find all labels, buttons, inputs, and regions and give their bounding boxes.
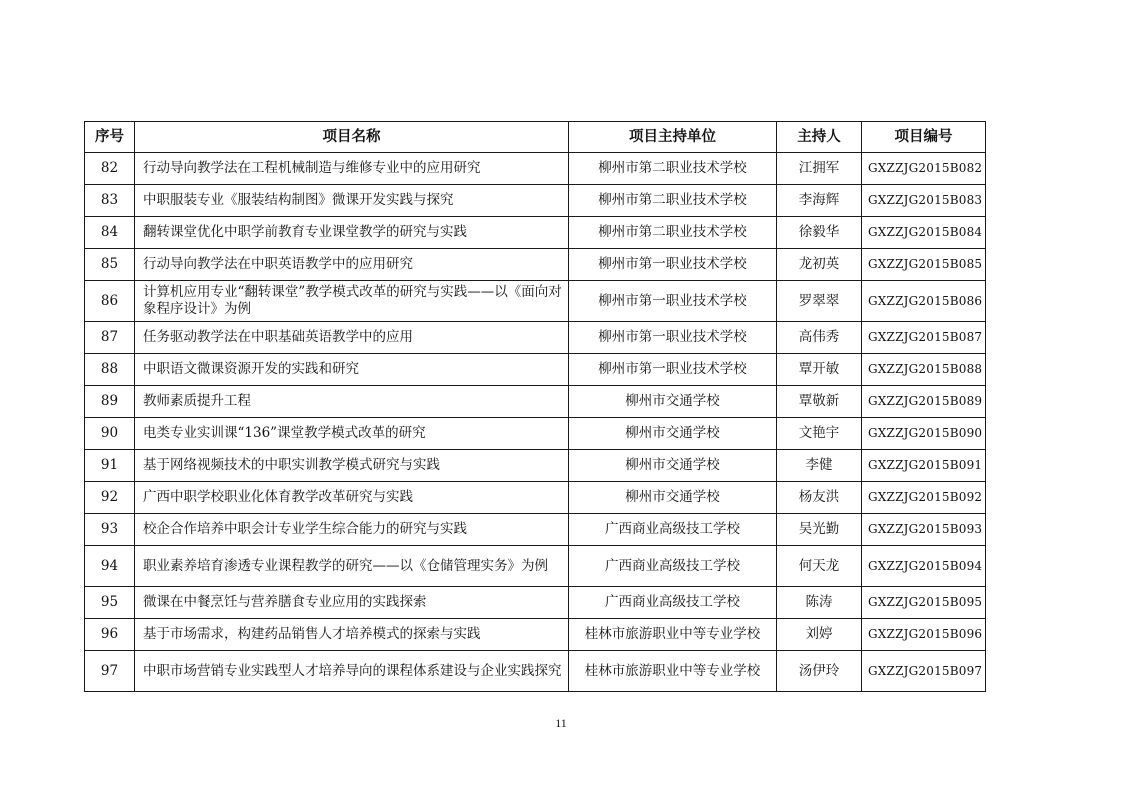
cell-num: 88: [85, 354, 135, 386]
cell-unit: 广西商业高级技工学校: [569, 546, 777, 587]
cell-num: 83: [85, 185, 135, 217]
header-unit: 项目主持单位: [569, 122, 777, 153]
cell-code: GXZZJG2015B088: [862, 354, 986, 386]
cell-name: 中职服装专业《服装结构制图》微课开发实践与探究: [135, 185, 569, 217]
cell-unit: 柳州市交通学校: [569, 418, 777, 450]
cell-code: GXZZJG2015B094: [862, 546, 986, 587]
cell-unit: 柳州市第一职业技术学校: [569, 322, 777, 354]
cell-num: 95: [85, 587, 135, 619]
cell-num: 82: [85, 153, 135, 185]
cell-name: 电类专业实训课“136”课堂教学模式改革的研究: [135, 418, 569, 450]
cell-name: 行动导向教学法在中职英语教学中的应用研究: [135, 249, 569, 281]
table-row: [85, 482, 986, 514]
table-row: [85, 281, 986, 322]
cell-host: 何天龙: [777, 546, 862, 587]
cell-host: 刘婷: [777, 619, 862, 651]
cell-code: GXZZJG2015B096: [862, 619, 986, 651]
cell-unit: 广西商业高级技工学校: [569, 587, 777, 619]
cell-name: 职业素养培育渗透专业课程教学的研究——以《仓储管理实务》为例: [135, 546, 569, 587]
cell-num: 85: [85, 249, 135, 281]
cell-host: 高伟秀: [777, 322, 862, 354]
cell-name: 中职市场营销专业实践型人才培养导向的课程体系建设与企业实践探究: [135, 651, 569, 692]
cell-name: 任务驱动教学法在中职基础英语教学中的应用: [135, 322, 569, 354]
header-name: 项目名称: [135, 122, 569, 153]
cell-host: 吴光勤: [777, 514, 862, 546]
cell-unit: 柳州市第一职业技术学校: [569, 281, 777, 322]
header-code: 项目编号: [862, 122, 986, 153]
cell-host: 徐毅华: [777, 217, 862, 249]
cell-unit: 柳州市交通学校: [569, 450, 777, 482]
cell-num: 89: [85, 386, 135, 418]
cell-name: 校企合作培养中职会计专业学生综合能力的研究与实践: [135, 514, 569, 546]
cell-name: 微课在中餐烹饪与营养膳食专业应用的实践探索: [135, 587, 569, 619]
cell-unit: 柳州市第二职业技术学校: [569, 153, 777, 185]
header-row: [85, 122, 986, 153]
cell-num: 90: [85, 418, 135, 450]
cell-num: 92: [85, 482, 135, 514]
cell-code: GXZZJG2015B084: [862, 217, 986, 249]
cell-code: GXZZJG2015B090: [862, 418, 986, 450]
cell-num: 96: [85, 619, 135, 651]
cell-unit: 柳州市交通学校: [569, 386, 777, 418]
header-num: 序号: [85, 122, 135, 153]
cell-unit: 柳州市第一职业技术学校: [569, 354, 777, 386]
cell-unit: 桂林市旅游职业中等专业学校: [569, 651, 777, 692]
cell-code: GXZZJG2015B095: [862, 587, 986, 619]
page-number: 11: [555, 716, 567, 730]
cell-name: 行动导向教学法在工程机械制造与维修专业中的应用研究: [135, 153, 569, 185]
cell-code: GXZZJG2015B093: [862, 514, 986, 546]
table-row: [85, 185, 986, 217]
table-row: [85, 418, 986, 450]
cell-host: 汤伊玲: [777, 651, 862, 692]
cell-host: 覃开敏: [777, 354, 862, 386]
cell-num: 94: [85, 546, 135, 587]
table-row: [85, 619, 986, 651]
cell-host: 陈涛: [777, 587, 862, 619]
cell-host: 杨友洪: [777, 482, 862, 514]
cell-code: GXZZJG2015B092: [862, 482, 986, 514]
table-row: [85, 249, 986, 281]
table-body: [85, 153, 986, 692]
cell-unit: 柳州市第二职业技术学校: [569, 217, 777, 249]
cell-code: GXZZJG2015B083: [862, 185, 986, 217]
cell-num: 87: [85, 322, 135, 354]
cell-unit: 广西商业高级技工学校: [569, 514, 777, 546]
cell-code: GXZZJG2015B097: [862, 651, 986, 692]
cell-host: 覃敬新: [777, 386, 862, 418]
cell-name: 中职语文微课资源开发的实践和研究: [135, 354, 569, 386]
cell-num: 84: [85, 217, 135, 249]
header-host: 主持人: [777, 122, 862, 153]
table-row: [85, 587, 986, 619]
cell-name: 广西中职学校职业化体育教学改革研究与实践: [135, 482, 569, 514]
table-row: [85, 651, 986, 692]
cell-unit: 柳州市第二职业技术学校: [569, 185, 777, 217]
cell-code: GXZZJG2015B086: [862, 281, 986, 322]
cell-num: 86: [85, 281, 135, 322]
cell-name: 基于市场需求，构建药品销售人才培养模式的探索与实践: [135, 619, 569, 651]
cell-name: 教师素质提升工程: [135, 386, 569, 418]
cell-host: 江拥军: [777, 153, 862, 185]
table-row: [85, 217, 986, 249]
cell-code: GXZZJG2015B085: [862, 249, 986, 281]
cell-code: GXZZJG2015B082: [862, 153, 986, 185]
table-header: [85, 122, 986, 153]
table-row: [85, 386, 986, 418]
cell-code: GXZZJG2015B091: [862, 450, 986, 482]
project-list-table: [84, 121, 986, 692]
cell-num: 91: [85, 450, 135, 482]
cell-unit: 桂林市旅游职业中等专业学校: [569, 619, 777, 651]
cell-code: GXZZJG2015B087: [862, 322, 986, 354]
cell-host: 龙初英: [777, 249, 862, 281]
table-row: [85, 354, 986, 386]
table-row: [85, 450, 986, 482]
cell-host: 李健: [777, 450, 862, 482]
table-row: [85, 322, 986, 354]
table-row: [85, 546, 986, 587]
cell-name: 计算机应用专业“翻转课堂”教学模式改革的研究与实践——以《面向对象程序设计》为例: [135, 281, 569, 322]
cell-code: GXZZJG2015B089: [862, 386, 986, 418]
cell-name: 翻转课堂优化中职学前教育专业课堂教学的研究与实践: [135, 217, 569, 249]
table-row: [85, 514, 986, 546]
cell-host: 文艳宇: [777, 418, 862, 450]
cell-name: 基于网络视频技术的中职实训教学模式研究与实践: [135, 450, 569, 482]
cell-host: 罗翠翠: [777, 281, 862, 322]
cell-unit: 柳州市交通学校: [569, 482, 777, 514]
cell-num: 97: [85, 651, 135, 692]
table-row: [85, 153, 986, 185]
cell-host: 李海辉: [777, 185, 862, 217]
cell-num: 93: [85, 514, 135, 546]
cell-unit: 柳州市第一职业技术学校: [569, 249, 777, 281]
